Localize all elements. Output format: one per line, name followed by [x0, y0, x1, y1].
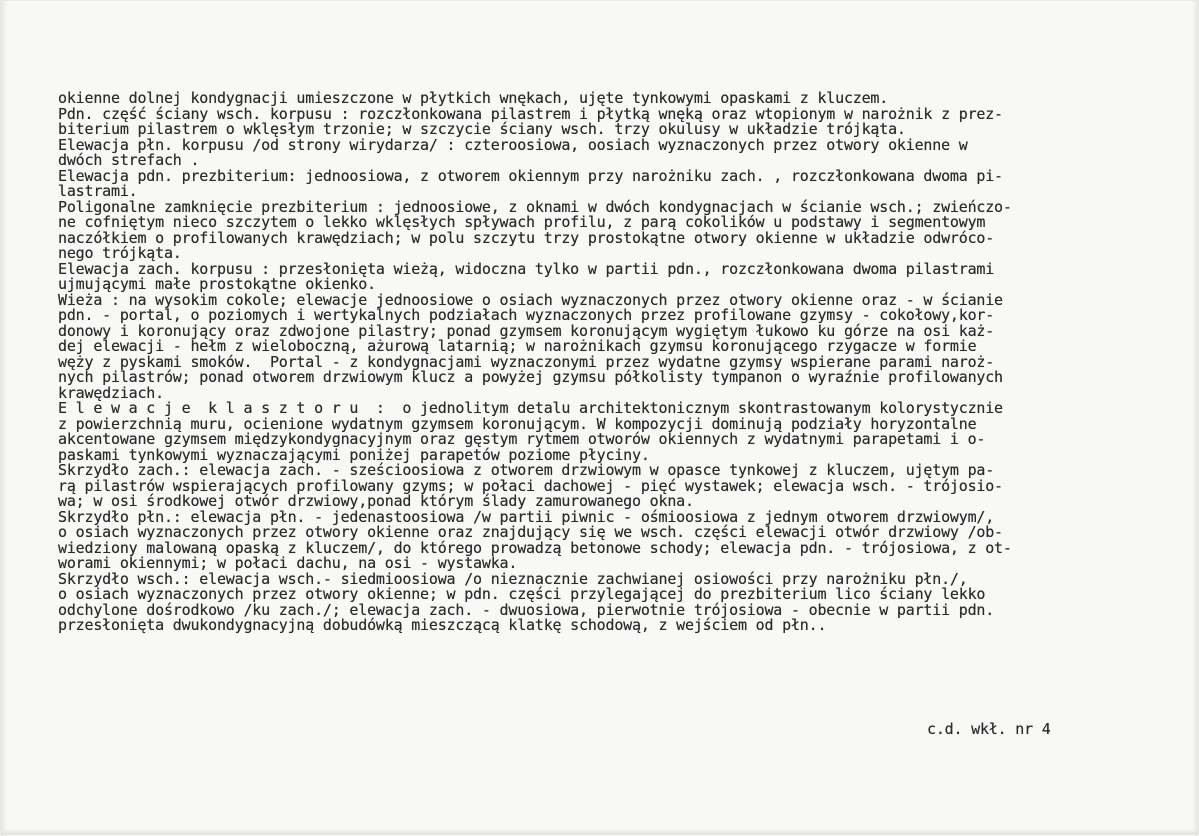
text-line: Skrzydło płn.: elewacja płn. - jedenastoosiowa /w partii piwnic - ośmioosiowa z jednym otworem drzwiowym/, — [58, 507, 995, 526]
text-line: o osiach wyznaczonych przez otwory okienne; w pdn. części przylegającej do prezbiterium lico ściany lekko — [58, 585, 986, 603]
text-line: worami okiennymi; w połaci dachu, na osi - wystawka. — [58, 554, 518, 572]
text-line: Elewacja płn. korpusu /od strony wirydarza/ : czteroosiowa, oosiach wyznaczonych przez otwory okienne w — [58, 135, 968, 154]
page-edge-shadow-left — [1, 1, 7, 836]
text-line: ujmującymi małe prostokątne okienko. — [58, 275, 376, 293]
text-line: rą pilastrów wspierających profilowany gzyms; w połaci dachowej - pięć wystawek; elewacja wsch. - trójosio- — [58, 476, 1003, 495]
text-line: Skrzydło zach.: elewacja zach. - sześcioosiowa z otworem drzwiowym w opasce tynkowej z kluczem, ujętym pa- — [58, 461, 995, 479]
text-line: o osiach wyznaczonych przez otwory okienne oraz znajdujący się we wsch. części elewacji otwór drzwiowy /ob- — [58, 523, 1003, 541]
text-line: wiedziony malowaną opaską z kluczem/, do którego prowadzą betonowe schody; elewacja pdn. - trójosiowa, z ot- — [58, 538, 1012, 557]
text-line: wa; w osi środkowej otwór drzwiowy,ponad którym ślady zamurowanego okna. — [58, 492, 694, 510]
text-line: Elewacja zach. korpusu : przesłonięta wieżą, widoczna tylko w partii pdn., rozczłonkowana dwoma pilastrami — [58, 259, 995, 278]
continuation-note: c.d. wkł. nr 4 — [927, 720, 1051, 738]
text-line: donowy i koronujący oraz zdwojone pilastry; ponad gzymsem koronującym wygiętym łukowo ku górze na osi każ- — [58, 321, 995, 340]
text-line: Elewacja pdn. prezbiterium: jednoosiowa, z otworem okiennym przy narożniku zach. , rozczłonkowana dwoma pi- — [58, 166, 1003, 185]
text-line: lastrami. — [58, 182, 138, 200]
page-edge-shadow-right — [1192, 1, 1198, 836]
text-line: dwóch strefach . — [58, 151, 200, 169]
text-line: naczółkiem o profilowanych krawędziach; w polu szczytu trzy prostokątne otwory okienne w układzie odwróco- — [58, 228, 995, 247]
text-line: okienne dolnej kondygnacji umieszczone w płytkich wnękach, ujęte tynkowymi opaskami z kluczem. — [58, 89, 889, 107]
text-line: dej elewacji - hełm z wieloboczną, ażurową latarnią; w narożnikach gzymsu koronującego rzygacze w formie — [58, 337, 977, 355]
page-edge-shadow-bottom — [1, 829, 1199, 834]
text-line: z powierzchnią muru, ocienione wydatnym gzymsem koronującym. W kompozycji dominują podziały horyzontalne — [58, 414, 977, 433]
text-line: przesłonięta dwukondygnacyjną dobudówką mieszczącą klatkę schodową, z wejściem od płn.. — [58, 616, 827, 634]
text-line: paskami tynkowymi wyznaczającymi poniżej parapetów poziome płyciny. — [58, 445, 650, 464]
text-line: Poligonalne zamknięcie prezbiterium : jednoosiowe, z oknami w dwóch kondygnacjach w ścianie wsch.; zwieńczo- — [58, 197, 1012, 216]
text-line: węży z pyskami smoków. Portal - z kondygnacjami wyznaczonymi przez wydatne gzymsy wspierane parami naroż- — [58, 352, 995, 371]
text-line: ne cofniętym nieco szczytem o lekko wklęsłych spływach profilu, z parą cokolików u podstawy i segmentowym — [58, 213, 986, 231]
text-line: E l e w a c j e k l a s z t o r u : o jednolitym detalu architektonicznym skontrastowanym kolorystycznie — [58, 399, 1003, 417]
text-line: biterium pilastrem o wklęsłym trzonie; w szczycie ściany wsch. trzy okulusy w układzie trójkąta. — [58, 120, 906, 138]
text-line: Pdn. część ściany wsch. korpusu : rozczłonkowana pilastrem i płytką wnęką oraz wtopionym w narożnik z prez- — [58, 104, 1003, 123]
text-line: Wieża : na wysokim cokole; elewacje jednoosiowe o osiach wyznaczonych przez otwory okienne oraz - w ścianie — [58, 290, 1003, 309]
text-line: akcentowane gzymsem międzykondygnacyjnym oraz gęstym rytmem otworów okiennych z wydatnymi parapetami i o- — [58, 430, 986, 448]
text-line: krawędziach. — [58, 383, 164, 402]
typed-text-body — [58, 91, 1178, 634]
text-line: odchylone dośrodkowo /ku zach./; elewacja zach. - dwuosiowa, pierwotnie trójosiowa - obecnie w partii pdn. — [58, 600, 995, 619]
text-line: nych pilastrów; ponad otworem drzwiowym klucz a powyżej gzymsu półkolisty tympanon o wyraźnie profilowanych — [58, 368, 1003, 386]
text-line: Skrzydło wsch.: elewacja wsch.- siedmioosiowa /o nieznacznie zachwianej osiowości przy narożniku płn./, — [58, 569, 968, 588]
text-line: pdn. - portal, o poziomych i wertykalnych podziałach wyznaczonych przez profilowane gzymsy - cokołowy,kor- — [58, 306, 995, 324]
text-line: nego trójkąta. — [58, 244, 182, 262]
